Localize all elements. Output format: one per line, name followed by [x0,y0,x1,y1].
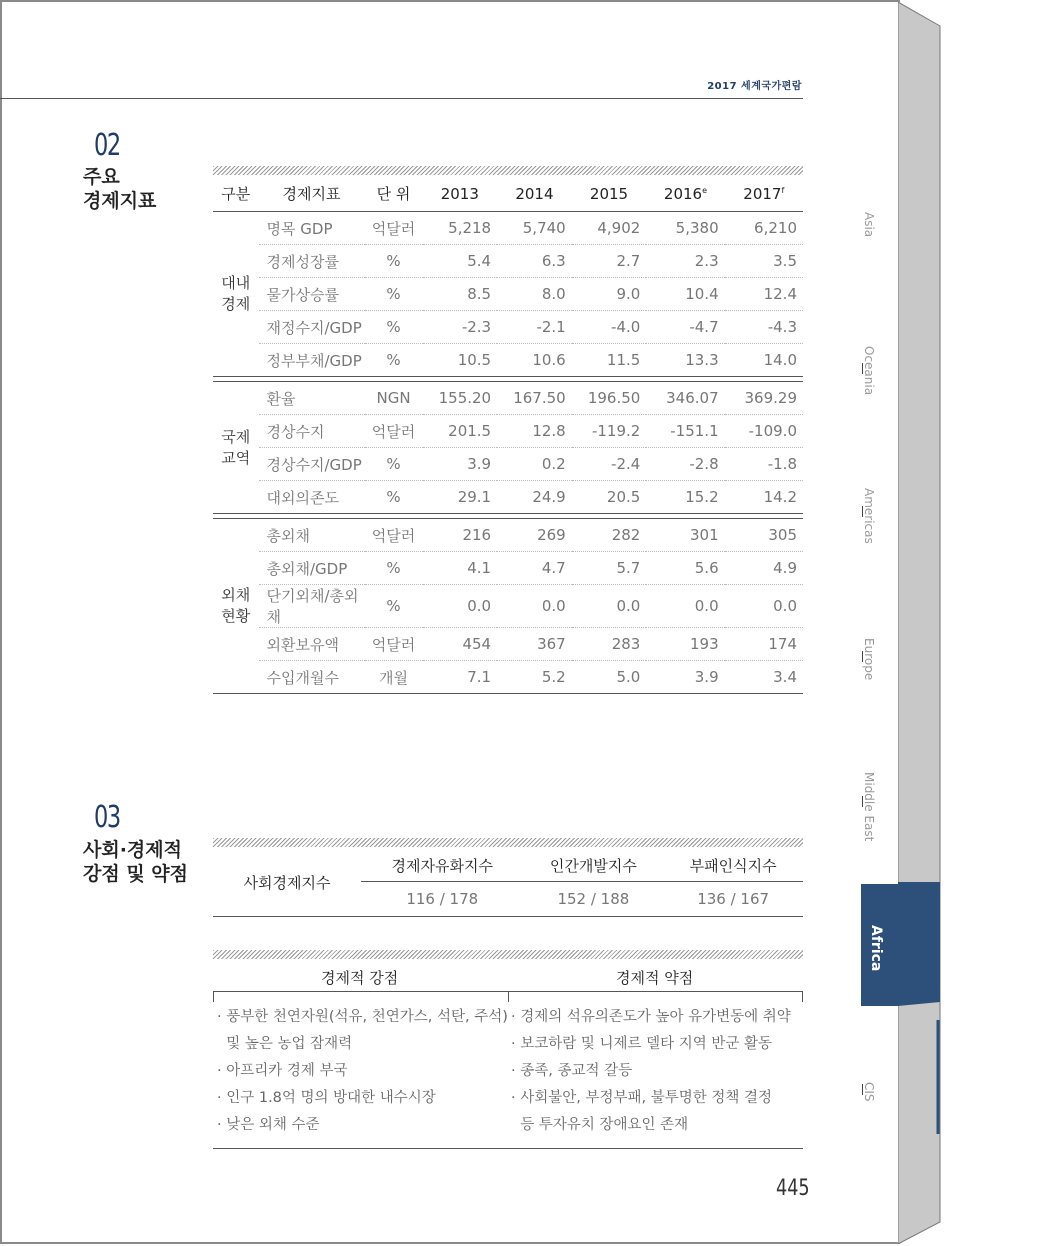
value-2013: 10.5 [423,344,498,377]
unit: 억달러 [365,519,423,552]
value-2017: 0.0 [725,585,803,628]
strength-item: · 인구 1.8억 명의 방대한 내수시장 [217,1090,436,1106]
indicator-name: 정부부채/GDP [259,344,365,377]
col-header: 부패인식지수 [663,849,803,882]
unit: % [365,552,423,585]
unit: % [365,311,423,344]
indicator-name: 총외채 [259,519,365,552]
value-2017: -4.3 [725,311,803,344]
side-tab-americas[interactable]: Americas [862,488,876,544]
value-2014: 6.3 [497,245,572,278]
value-2015: 9.0 [572,278,647,311]
index-value: 116 / 178 [361,882,524,917]
table-row [213,448,803,481]
value-2017: 12.4 [725,278,803,311]
value-2017: 6,210 [725,212,803,245]
value-2016: 0.0 [646,585,724,628]
value-2013: 0.0 [423,585,498,628]
value-2014: 269 [497,519,572,552]
divider [213,992,214,1002]
strength-item: 및 높은 농업 잠재력 [217,1036,353,1052]
strengths-weaknesses-body [213,992,803,1149]
indicator-name: 재정수지/GDP [259,311,365,344]
indicator-name: 환율 [259,382,365,415]
value-2013: 216 [423,519,498,552]
value-2017: -109.0 [725,415,803,448]
value-2014: 12.8 [497,415,572,448]
row-header: 사회경제지수 [213,849,361,917]
value-2013: 155.20 [423,382,498,415]
weakness-item: · 경제의 석유의존도가 높아 유가변동에 취약 [511,1009,791,1025]
hatch-rule [213,838,803,847]
col-header: 단 위 [365,176,423,212]
weakness-item: · 보코하람 및 니제르 델타 지역 반군 활동 [511,1036,772,1052]
value-2017: -1.8 [725,448,803,481]
value-2013: 7.1 [423,661,498,694]
side-tab-africa[interactable]: Africa [868,925,884,972]
indicator-name: 경상수지/GDP [259,448,365,481]
value-2014: 5.2 [497,661,572,694]
value-2015: 196.50 [572,382,647,415]
section-title-line: 강점 및 약점 [83,863,188,885]
table-row [213,245,803,278]
value-2014: 0.0 [497,585,572,628]
economic-indicators-table [213,176,803,694]
indicator-name: 대외의존도 [259,481,365,514]
value-2015: 282 [572,519,647,552]
col-header: 2016e [646,176,724,212]
value-2014: 0.2 [497,448,572,481]
side-tab-europe[interactable]: Europe [862,638,876,681]
social-economic-index-table [213,849,803,917]
col-header: 경제자유화지수 [361,849,524,882]
value-2016: -2.8 [646,448,724,481]
value-2013: 8.5 [423,278,498,311]
col-header: 인간개발지수 [524,849,664,882]
indicator-name: 명목 GDP [259,212,365,245]
unit: 억달러 [365,415,423,448]
running-header: 2017 세계국가편람 [707,81,802,92]
index-value: 152 / 188 [524,882,664,917]
value-2017: 305 [725,519,803,552]
table-row [213,212,803,245]
strengths-weaknesses-header [213,960,803,992]
value-2013: 4.1 [423,552,498,585]
side-tab-middle-east[interactable]: Middle East [862,772,876,842]
weaknesses-list [511,1004,791,1139]
value-2016: 346.07 [646,382,724,415]
unit: % [365,245,423,278]
section-title-line: 주요 [83,166,120,188]
table-row [213,382,803,415]
indicator-name: 외환보유액 [259,628,365,661]
value-2013: 5.4 [423,245,498,278]
value-2016: 193 [646,628,724,661]
section-title-line: 사회·경제적 [83,839,182,861]
strength-item: · 낮은 외채 수준 [217,1117,320,1133]
value-2014: 167.50 [497,382,572,415]
indicator-name: 단기외채/총외채 [259,585,365,628]
value-2014: 4.7 [497,552,572,585]
col-header: 2014 [497,176,572,212]
table-row [213,344,803,377]
value-2017: 369.29 [725,382,803,415]
section-title [83,165,156,213]
side-tab-oceania[interactable]: Oceania [862,346,876,396]
section-title-line: 경제지표 [83,190,157,212]
value-2015: 4,902 [572,212,647,245]
value-2015: 20.5 [572,481,647,514]
value-2013: 454 [423,628,498,661]
col-header: 경제지표 [259,176,365,212]
unit: % [365,344,423,377]
value-2014: 8.0 [497,278,572,311]
value-2015: -119.2 [572,415,647,448]
value-2015: 2.7 [572,245,647,278]
value-2015: -4.0 [572,311,647,344]
weakness-item: 등 투자유치 장애요인 존재 [511,1117,689,1133]
group-label: 대내 경제 [213,212,259,377]
value-2016: 15.2 [646,481,724,514]
value-2017: 14.0 [725,344,803,377]
section-number: 03 [94,800,120,835]
group-label: 외채 현황 [213,519,259,694]
value-2016: -4.7 [646,311,724,344]
table-row [213,519,803,552]
value-2013: 3.9 [423,448,498,481]
table-row [213,311,803,344]
table-row [213,552,803,585]
value-2016: 5,380 [646,212,724,245]
weakness-item: · 사회불안, 부정부패, 불투명한 정책 결정 [511,1090,772,1106]
value-2016: 2.3 [646,245,724,278]
indicator-name: 수입개월수 [259,661,365,694]
value-2016: 301 [646,519,724,552]
value-2015: 11.5 [572,344,647,377]
table-header-row [213,176,803,212]
value-2013: 29.1 [423,481,498,514]
side-tab-asia[interactable]: Asia [862,212,876,238]
divider [802,992,803,1002]
value-2013: 5,218 [423,212,498,245]
col-header: 2015 [572,176,647,212]
table-row [213,661,803,694]
unit: 억달러 [365,628,423,661]
value-2014: 10.6 [497,344,572,377]
value-2015: 283 [572,628,647,661]
indicator-name: 총외채/GDP [259,552,365,585]
indicator-name: 물가상승률 [259,278,365,311]
value-2015: 5.0 [572,661,647,694]
side-tab-cis[interactable]: CIS [862,1082,876,1102]
value-2014: 5,740 [497,212,572,245]
indicator-name: 경제성장률 [259,245,365,278]
value-2014: 367 [497,628,572,661]
col-header: 2017$^f$ [725,176,803,212]
value-2016: -151.1 [646,415,724,448]
weakness-item: · 종족, 종교적 갈등 [511,1063,633,1079]
value-2017: 3.4 [725,661,803,694]
value-2014: -2.1 [497,311,572,344]
book-edge [898,2,942,1244]
value-2017: 174 [725,628,803,661]
table-row [213,481,803,514]
section-title [83,838,188,886]
indicator-name: 경상수지 [259,415,365,448]
unit: % [365,481,423,514]
value-2016: 10.4 [646,278,724,311]
header-rule [0,98,803,99]
unit: 억달러 [365,212,423,245]
value-2015: 0.0 [572,585,647,628]
table-row [213,278,803,311]
strengths-list [217,1004,508,1139]
col-header: 2013 [423,176,498,212]
index-value: 136 / 167 [663,882,803,917]
value-2016: 3.9 [646,661,724,694]
value-2016: 5.6 [646,552,724,585]
value-2014: 24.9 [497,481,572,514]
page-number: 445 [776,1176,810,1201]
unit: % [365,448,423,481]
value-2017: 14.2 [725,481,803,514]
value-2013: 201.5 [423,415,498,448]
weaknesses-title: 경제적 약점 [616,969,694,987]
value-2016: 13.3 [646,344,724,377]
unit: % [365,278,423,311]
col-header: 구분 [213,176,259,212]
hatch-rule [213,166,803,175]
unit: 개월 [365,661,423,694]
table-row [213,628,803,661]
value-2013: -2.3 [423,311,498,344]
table-row [213,415,803,448]
strength-item: · 아프리카 경제 부국 [217,1063,348,1079]
strength-item: · 풍부한 천연자원(석유, 천연가스, 석탄, 주석) [217,1009,508,1025]
value-2015: 5.7 [572,552,647,585]
value-2017: 4.9 [725,552,803,585]
group-label: 국제 교역 [213,382,259,514]
unit: % [365,585,423,628]
value-2017: 3.5 [725,245,803,278]
table-row [213,585,803,628]
unit: NGN [365,382,423,415]
hatch-rule [213,950,803,959]
value-2015: -2.4 [572,448,647,481]
section-number: 02 [94,128,120,163]
strengths-title: 경제적 강점 [321,969,399,987]
divider [508,992,509,1002]
